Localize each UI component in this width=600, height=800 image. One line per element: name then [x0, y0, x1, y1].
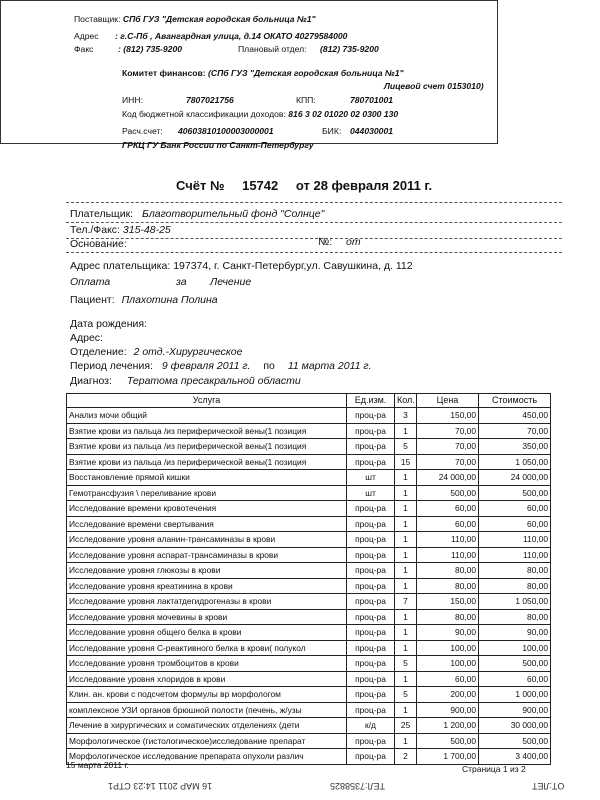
cell-unit: проц-ра [347, 423, 395, 439]
plan-dept-label: Плановый отдел: [238, 44, 307, 54]
cell-unit: проц-ра [347, 501, 395, 517]
cell-service: Взятие крови из пальца /из периферической вены(1 позиция [67, 454, 347, 470]
cell-unit: проц-ра [347, 687, 395, 703]
table-row [67, 501, 551, 517]
table-header-row [67, 394, 551, 408]
cell-service: Исследование уровня лактатдегидрогеназы в крови [67, 594, 347, 610]
account-line: Лицевой счет 0153010) [384, 81, 484, 91]
cell-price: 150,00 [417, 594, 479, 610]
cell-service: Анализ мочи общий [67, 408, 347, 424]
kbk-row [122, 109, 398, 119]
patient-label: Пациент: [70, 294, 115, 306]
table-row [67, 547, 551, 563]
cell-price: 70,00 [417, 423, 479, 439]
fax-phone-stamp: ТЕЛ:7358825 [330, 781, 385, 791]
cell-price: 1 200,00 [417, 718, 479, 734]
table-row [67, 625, 551, 641]
invoice-date: от 28 февраля 2011 г. [295, 178, 433, 193]
dept-label: Отделение: [70, 346, 127, 358]
table-row [67, 702, 551, 718]
cell-cost: 110,00 [479, 532, 551, 548]
cell-price: 60,00 [417, 671, 479, 687]
cell-service: Клин. ан. крови с подсчетом формулы вр морфологом [67, 687, 347, 703]
phone-row [70, 224, 171, 236]
cell-qty: 1 [395, 625, 417, 641]
table-row [67, 454, 551, 470]
rs-value: 40603810100003000001 [178, 126, 274, 136]
column-header-price: Цена [417, 394, 479, 408]
cell-price: 900,00 [417, 702, 479, 718]
cell-service: Исследование уровня глюкозы в крови [67, 563, 347, 579]
cell-price: 80,00 [417, 609, 479, 625]
table-row [67, 439, 551, 455]
column-header-qty: Кол. [395, 394, 417, 408]
cell-price: 60,00 [417, 516, 479, 532]
cell-cost: 80,00 [479, 609, 551, 625]
table-row [67, 578, 551, 594]
cell-cost: 110,00 [479, 547, 551, 563]
cell-cost: 60,00 [479, 501, 551, 517]
cell-service: Взятие крови из пальца /из периферической вены(1 позиция [67, 423, 347, 439]
cell-unit: проц-ра [347, 733, 395, 749]
cell-qty: 1 [395, 733, 417, 749]
table-row [67, 485, 551, 501]
cell-price: 150,00 [417, 408, 479, 424]
cell-qty: 1 [395, 516, 417, 532]
supplier-fax-label: Факс [74, 44, 94, 54]
cell-qty: 2 [395, 749, 417, 765]
cell-qty: 1 [395, 671, 417, 687]
supplier-value: СПб ГУЗ "Детская городская больница №1" [122, 14, 316, 24]
committee-label: Комитет финансов: [122, 68, 206, 78]
cell-unit: проц-ра [347, 516, 395, 532]
payer-value: Благотворительный фонд "Солнце" [142, 208, 325, 220]
inn-label: ИНН: [122, 95, 143, 105]
divider [66, 238, 562, 239]
supplier-address-value: : г.С-Пб , Авангардная улица, д.14 ОКАТО 40279584000 [115, 31, 348, 41]
cell-unit: проц-ра [347, 532, 395, 548]
cell-cost: 900,00 [479, 702, 551, 718]
phone-label: Тел./Факс: [70, 224, 120, 236]
cell-service: Исследование уровня тромбоцитов в крови [67, 656, 347, 672]
cell-cost: 350,00 [479, 439, 551, 455]
cell-unit: проц-ра [347, 578, 395, 594]
cell-service: Исследование времени свертывания [67, 516, 347, 532]
payment-label: Оплата [70, 276, 111, 288]
cell-qty: 1 [395, 640, 417, 656]
cell-qty: 1 [395, 532, 417, 548]
payer-address-value: 197374, г. Санкт-Петербург,ул. Савушкина, д. 112 [173, 260, 413, 272]
cell-cost: 500,00 [479, 656, 551, 672]
table-row [67, 733, 551, 749]
kbk-label: Код бюджетной классификации доходов: [122, 109, 286, 119]
cell-cost: 100,00 [479, 640, 551, 656]
cell-price: 80,00 [417, 578, 479, 594]
cell-price: 500,00 [417, 485, 479, 501]
period-from: 9 февраля 2011 г. [161, 360, 251, 372]
table-row [67, 749, 551, 765]
column-header-unit: Ед.изм. [347, 394, 395, 408]
column-header-cost: Стоимость [479, 394, 551, 408]
cell-service: Морфологическое исследование препарата опухоли различ [67, 749, 347, 765]
cell-cost: 1 000,00 [479, 687, 551, 703]
cell-qty: 1 [395, 470, 417, 486]
kpp-label: КПП: [296, 95, 316, 105]
bik-label: БИК: [322, 126, 342, 136]
services-table [66, 393, 551, 765]
cell-qty: 1 [395, 485, 417, 501]
patient-value: Плахотина Полина [121, 294, 218, 306]
payer-row [70, 208, 324, 220]
cell-cost: 24 000,00 [479, 470, 551, 486]
kpp-value: 780701001 [350, 95, 394, 105]
cell-qty: 5 [395, 656, 417, 672]
cell-cost: 70,00 [479, 423, 551, 439]
cell-qty: 7 [395, 594, 417, 610]
cell-service: Гемотрансфузия \ переливание крови [67, 485, 347, 501]
cell-unit: проц-ра [347, 563, 395, 579]
cell-qty: 1 [395, 609, 417, 625]
divider [66, 222, 562, 223]
table-row [67, 594, 551, 610]
column-header-service: Услуга [67, 394, 347, 408]
cell-price: 24 000,00 [417, 470, 479, 486]
invoice-title-label: Счёт № [176, 178, 225, 193]
cell-cost: 500,00 [479, 733, 551, 749]
invoice-number: 15742 [242, 178, 279, 193]
bik-value: 044030001 [350, 126, 394, 136]
cell-price: 90,00 [417, 625, 479, 641]
cell-service: Исследование уровня общего белка в крови [67, 625, 347, 641]
divider [66, 202, 562, 203]
cell-qty: 25 [395, 718, 417, 734]
cell-unit: проц-ра [347, 609, 395, 625]
supplier-fax-value: : (812) 735-9200 [118, 44, 183, 54]
dob-label: Дата рождения: [70, 318, 147, 330]
dept-row [70, 346, 243, 358]
table-row [67, 423, 551, 439]
payment-value: Лечение [210, 276, 252, 288]
cell-cost: 80,00 [479, 578, 551, 594]
bank-name: ГРКЦ ГУ Банк России по Санкт-Петербургу [122, 140, 314, 150]
cell-unit: шт [347, 470, 395, 486]
rs-label: Расч.счет: [122, 126, 163, 136]
cell-cost: 1 050,00 [479, 454, 551, 470]
basis-label: Основание: [70, 238, 127, 250]
table-row [67, 532, 551, 548]
table-row [67, 640, 551, 656]
cell-unit: проц-ра [347, 408, 395, 424]
cell-unit: проц-ра [347, 454, 395, 470]
invoice-title [176, 178, 432, 193]
table-row [67, 609, 551, 625]
cell-cost: 80,00 [479, 563, 551, 579]
cell-price: 70,00 [417, 454, 479, 470]
cell-service: Исследование уровня аспарат-трансаминазы в крови [67, 547, 347, 563]
cell-qty: 5 [395, 439, 417, 455]
cell-qty: 1 [395, 702, 417, 718]
footer-date: 15 марта 2011 г. [66, 760, 129, 770]
cell-unit: проц-ра [347, 547, 395, 563]
table-row [67, 656, 551, 672]
supplier-row [74, 14, 316, 24]
patient-row [70, 294, 218, 306]
cell-service: Восстановление прямой кишки [67, 470, 347, 486]
cell-price: 70,00 [417, 439, 479, 455]
cell-service: Морфологическое (гистологическое)исследование препарат [67, 733, 347, 749]
cell-unit: проц-ра [347, 439, 395, 455]
cell-qty: 5 [395, 687, 417, 703]
diagnosis-label: Диагноз: [70, 375, 112, 387]
inn-value: 7807021756 [186, 95, 234, 105]
addr2-label: Адрес: [70, 332, 103, 344]
table-row [67, 718, 551, 734]
table-row [67, 408, 551, 424]
cell-unit: шт [347, 485, 395, 501]
cell-qty: 1 [395, 423, 417, 439]
supplier-address-row [74, 31, 347, 41]
cell-unit: проц-ра [347, 656, 395, 672]
cell-cost: 450,00 [479, 408, 551, 424]
cell-service: Исследование уровня мочевины в крови [67, 609, 347, 625]
cell-service: Взятие крови из пальца /из периферической вены(1 позиция [67, 439, 347, 455]
cell-cost: 90,00 [479, 625, 551, 641]
cell-qty: 1 [395, 547, 417, 563]
payer-label: Плательщик: [70, 208, 134, 220]
basis-no-label: №: [318, 236, 333, 248]
cell-unit: проц-ра [347, 625, 395, 641]
cell-qty: 15 [395, 454, 417, 470]
cell-unit: проц-ра [347, 671, 395, 687]
committee-row [122, 68, 404, 78]
cell-unit: проц-ра [347, 749, 395, 765]
cell-cost: 3 400,00 [479, 749, 551, 765]
cell-service: Лечение в хирургических и соматических отделениях (дети [67, 718, 347, 734]
cell-price: 80,00 [417, 563, 479, 579]
cell-cost: 30 000,00 [479, 718, 551, 734]
payment-for-label: за [176, 276, 187, 288]
cell-price: 100,00 [417, 656, 479, 672]
cell-cost: 60,00 [479, 671, 551, 687]
table-row [67, 516, 551, 532]
cell-qty: 1 [395, 501, 417, 517]
period-to-label: по [263, 360, 275, 372]
fax-header-stamp: 16 МАР 2011 14:23 СТР1 [108, 781, 213, 791]
cell-service: Исследование времени кровотечения [67, 501, 347, 517]
fax-code-stamp: ОТ:ЛЕТ [532, 781, 565, 791]
cell-unit: проц-ра [347, 702, 395, 718]
cell-service: комплексное УЗИ органов брюшной полости (печень, ж/узы [67, 702, 347, 718]
cell-price: 60,00 [417, 501, 479, 517]
table-row [67, 563, 551, 579]
cell-cost: 500,00 [479, 485, 551, 501]
cell-qty: 1 [395, 563, 417, 579]
cell-price: 500,00 [417, 733, 479, 749]
diagnosis-row [70, 375, 301, 387]
cell-unit: проц-ра [347, 594, 395, 610]
supplier-address-label: Адрес [74, 31, 99, 41]
payer-address-row [70, 260, 413, 272]
committee-value: (СПб ГУЗ "Детская городская больница №1" [208, 68, 404, 78]
cell-service: Исследование уровня аланин-трансаминазы в крови [67, 532, 347, 548]
cell-qty: 3 [395, 408, 417, 424]
cell-cost: 1 050,00 [479, 594, 551, 610]
supplier-label: Поставщик: [74, 14, 121, 24]
cell-unit: к/д [347, 718, 395, 734]
cell-price: 110,00 [417, 547, 479, 563]
plan-dept-value: (812) 735-9200 [320, 44, 379, 54]
period-row [70, 360, 372, 372]
cell-service: Исследование уровня креатинина в крови [67, 578, 347, 594]
table-row [67, 470, 551, 486]
cell-price: 1 700,00 [417, 749, 479, 765]
kbk-value: 816 3 02 01020 02 0300 130 [288, 109, 399, 119]
divider [66, 252, 562, 253]
phone-value: 315-48-25 [122, 224, 171, 236]
cell-cost: 60,00 [479, 516, 551, 532]
cell-price: 110,00 [417, 532, 479, 548]
period-label: Период лечения: [70, 360, 153, 372]
cell-service: Исследование уровня хлоридов в крови [67, 671, 347, 687]
cell-unit: проц-ра [347, 640, 395, 656]
table-row [67, 671, 551, 687]
footer-page: Страница 1 из 2 [462, 764, 526, 774]
basis-from-label: от [346, 236, 361, 248]
cell-price: 100,00 [417, 640, 479, 656]
diagnosis-value: Тератома пресакральной области [126, 375, 301, 387]
payer-address-label: Адрес плательщика: [70, 260, 171, 272]
cell-qty: 1 [395, 578, 417, 594]
period-to: 11 марта 2011 г. [287, 360, 372, 372]
cell-service: Исследование уровня С-реактивного белка в крови( полукол [67, 640, 347, 656]
table-row [67, 687, 551, 703]
cell-price: 200,00 [417, 687, 479, 703]
dept-value: 2 отд.-Хирургическое [133, 346, 243, 358]
